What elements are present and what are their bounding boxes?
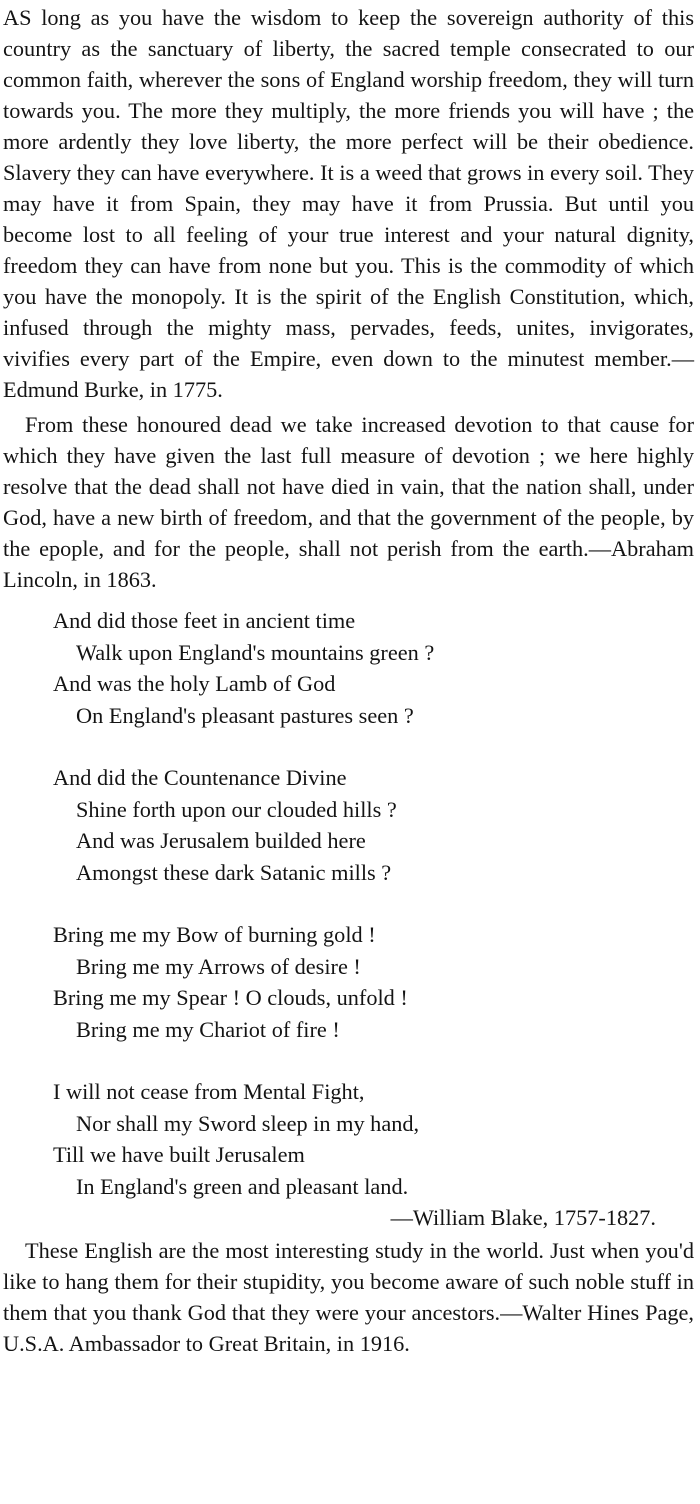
poem-line: In England's green and pleasant land. xyxy=(76,1173,409,1199)
page-quote-paragraph: These English are the most interesting study in the world. Just when you'd like to hang them for their stupidity, you become aware of such noble stuff in them that you thank God that they were your ancestors.—Walter Hines Page, U.S.A. Ambassador to Great Britain, in 1916. xyxy=(3,1238,694,1356)
poem-line: Shine forth upon our clouded hills ? xyxy=(76,796,397,822)
poem-line: Walk upon England's mountains green ? xyxy=(76,639,435,665)
poem-line: On England's pleasant pastures seen ? xyxy=(76,702,414,728)
poem-line: Bring me my Chariot of fire ! xyxy=(76,1016,340,1042)
poem-stanza xyxy=(3,919,694,1045)
poem-stanza xyxy=(3,762,694,888)
poem-attribution: —William Blake, 1757-1827. xyxy=(390,1205,656,1230)
poem-line: Bring me my Spear ! O clouds, unfold ! xyxy=(53,985,408,1010)
poem-line: I will not cease from Mental Fight, xyxy=(53,1079,365,1104)
poem-stanza xyxy=(3,1076,694,1202)
poem-line: Bring me my Arrows of desire ! xyxy=(76,953,361,979)
lincoln-quote-paragraph: From these honoured dead we take increased devotion to that cause for which they have given the last full measure of devotion ; we here highly resolve that the dead shall not have died in vain, that the nation shall, under God, have a new birth of freedom, and that the government of the people, by the epople, and for the people, shall not perish from the earth.—Abraham Lincoln, in 1863. xyxy=(3,412,694,592)
blake-poem xyxy=(3,605,694,1233)
poem-line: Bring me my Bow of burning gold ! xyxy=(53,922,376,947)
poem-line: And was Jerusalem builded here xyxy=(76,828,366,853)
poem-line: Till we have built Jerusalem xyxy=(53,1142,305,1167)
poem-line: Amongst these dark Satanic mills ? xyxy=(76,859,392,885)
poem-line: Nor shall my Sword sleep in my hand, xyxy=(76,1110,420,1136)
poem-line: And did the Countenance Divine xyxy=(53,765,347,790)
poem-line: And was the holy Lamb of God xyxy=(53,671,336,696)
poem-stanza xyxy=(3,605,694,731)
burke-quote-paragraph: AS long as you have the wisdom to keep the sovereign authority of this country as the sanctuary of liberty, the sacred temple consecrated to our common faith, wherever the sons of England worship freedom, they will turn towards you. The more they multiply, the more friends you will have ; the more ardently they love liberty, the more perfect will be their obedience. Slavery they can have everywhere. It is a weed that grows in every soil. They may have it from Spain, they may have it from Prussia. But until you become lost to all feeling of your true interest and your natural dignity, freedom they can have from none but you. This is the commodity of which you have the monopoly. It is the spirit of the English Constitution, which, infused through the mighty mass, pervades, feeds, unites, invigorates, vivifies every part of the Empire, even down to the minutest member.—Edmund Burke, in 1775. xyxy=(3,5,694,402)
poem-line: And did those feet in ancient time xyxy=(53,608,356,633)
